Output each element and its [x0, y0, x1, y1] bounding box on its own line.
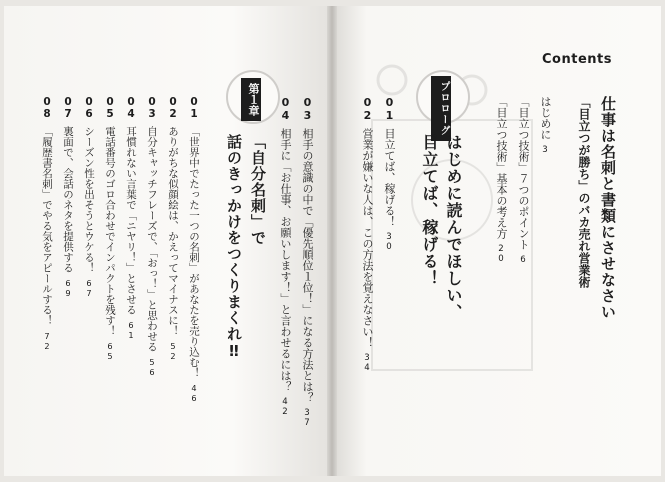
toc-entry-text: 「履歴書名刺」でやる気をアピールする！ — [41, 126, 53, 326]
toc-entry-text: 相手の意識の中で「優先順位１位！」になる方法とは？ — [301, 128, 314, 403]
toc-entry — [145, 96, 160, 377]
prologue-title-line: はじめに読んでほしい、 — [444, 134, 463, 321]
toc-entry — [359, 96, 375, 373]
toc-page-number: 6 — [518, 255, 528, 265]
toc-page-number: 30 — [384, 232, 394, 252]
toc-entry-text: 自分キャッチフレーズで、「おっ！」と思わせる — [146, 126, 158, 352]
chapter-title-line: 「自分名刺」で — [249, 134, 267, 246]
toc-entry — [82, 96, 97, 298]
toc-entry — [103, 96, 118, 361]
toc-entry-text: はじめに — [539, 96, 552, 140]
toc-entry — [61, 96, 76, 298]
toc-entry — [277, 96, 293, 417]
toc-page-number: 37 — [302, 408, 312, 428]
toc-entry-number: 03 — [301, 96, 314, 122]
toc-page-number: 72 — [42, 330, 52, 351]
prologue-badge: プロローグ — [431, 76, 451, 141]
toc-entry-number: 04 — [125, 96, 137, 120]
toc-page-number: 69 — [63, 278, 73, 298]
toc-entry-text: 「目立つ技術」基本の考え方 — [495, 96, 508, 239]
toc-entry-text: 「目立つ技術」７つのポイント — [517, 96, 530, 250]
toc-entry — [381, 96, 397, 252]
toc-page-number: 42 — [280, 397, 290, 417]
toc-entry — [124, 96, 139, 340]
book-subtitle: 「目立つが勝ち」のバカ売れ営業術 — [577, 96, 591, 288]
toc-page-number: 46 — [189, 383, 199, 403]
toc-page-number: 3 — [540, 145, 550, 155]
contents-heading: Contents — [542, 52, 612, 67]
toc-entry-number: 03 — [146, 96, 158, 120]
book-title: 仕事は名刺と書類にさせなさい — [599, 96, 617, 320]
toc-entry — [299, 96, 315, 428]
toc-page-number: 52 — [168, 341, 178, 361]
toc-entry — [166, 96, 181, 361]
toc-entry — [187, 96, 202, 403]
chapter-badge: 第１章 — [241, 78, 261, 121]
toc-entry-number: 01 — [188, 96, 200, 120]
toc-entry-text: 「世界中でたった一つの名刺」があなたを売り込む！ — [188, 126, 200, 378]
toc-entry-number: 01 — [383, 96, 396, 122]
toc-entry-number: 08 — [41, 96, 53, 120]
toc-entry-text: シーズン性を出そうとウケる！ — [83, 126, 95, 273]
toc-page-number: 20 — [496, 244, 506, 264]
toc-entry — [493, 96, 509, 264]
toc-entry-text: ありがちな似顔絵は、かえってマイナスに！ — [167, 126, 179, 336]
prologue-title-line: 目立てば、稼げる！ — [420, 134, 439, 287]
chapter-title-line: 話のきっかけをつくりまくれ‼ — [225, 134, 243, 361]
toc-entry-text: 営業が嫌いな人は、この方法を覚えなさい！ — [361, 128, 374, 348]
toc-page-number: 56 — [147, 356, 157, 377]
toc-entry-number: 06 — [83, 96, 95, 120]
toc-entry-number: 05 — [104, 96, 116, 120]
toc-entry — [515, 96, 531, 265]
toc-entry-text: 電話番号のゴロ合わせでインパクトを残す！ — [104, 126, 116, 336]
toc-page-number: 67 — [84, 278, 94, 298]
toc-entry-number: 07 — [62, 96, 74, 120]
toc-entry-text: 裏面で、会話のネタを提供する — [62, 126, 74, 273]
toc-entry — [537, 96, 553, 155]
book-gutter — [327, 6, 337, 476]
toc-page-number: 61 — [126, 320, 136, 340]
toc-entry-number: 02 — [361, 96, 374, 122]
toc-entry-text: 耳慣れない言葉で「ニヤリ！」とさせる — [125, 126, 137, 315]
toc-entry-text: 目立てば、稼げる！ — [383, 128, 396, 227]
toc-entry-text: 相手に「お仕事、お願いします！」と言わせるには？ — [279, 128, 292, 392]
toc-entry-number: 02 — [167, 96, 179, 120]
toc-page-number: 65 — [105, 341, 115, 361]
toc-page-number: 34 — [362, 353, 372, 373]
toc-entry — [40, 96, 55, 351]
toc-entry-number: 04 — [279, 96, 292, 122]
